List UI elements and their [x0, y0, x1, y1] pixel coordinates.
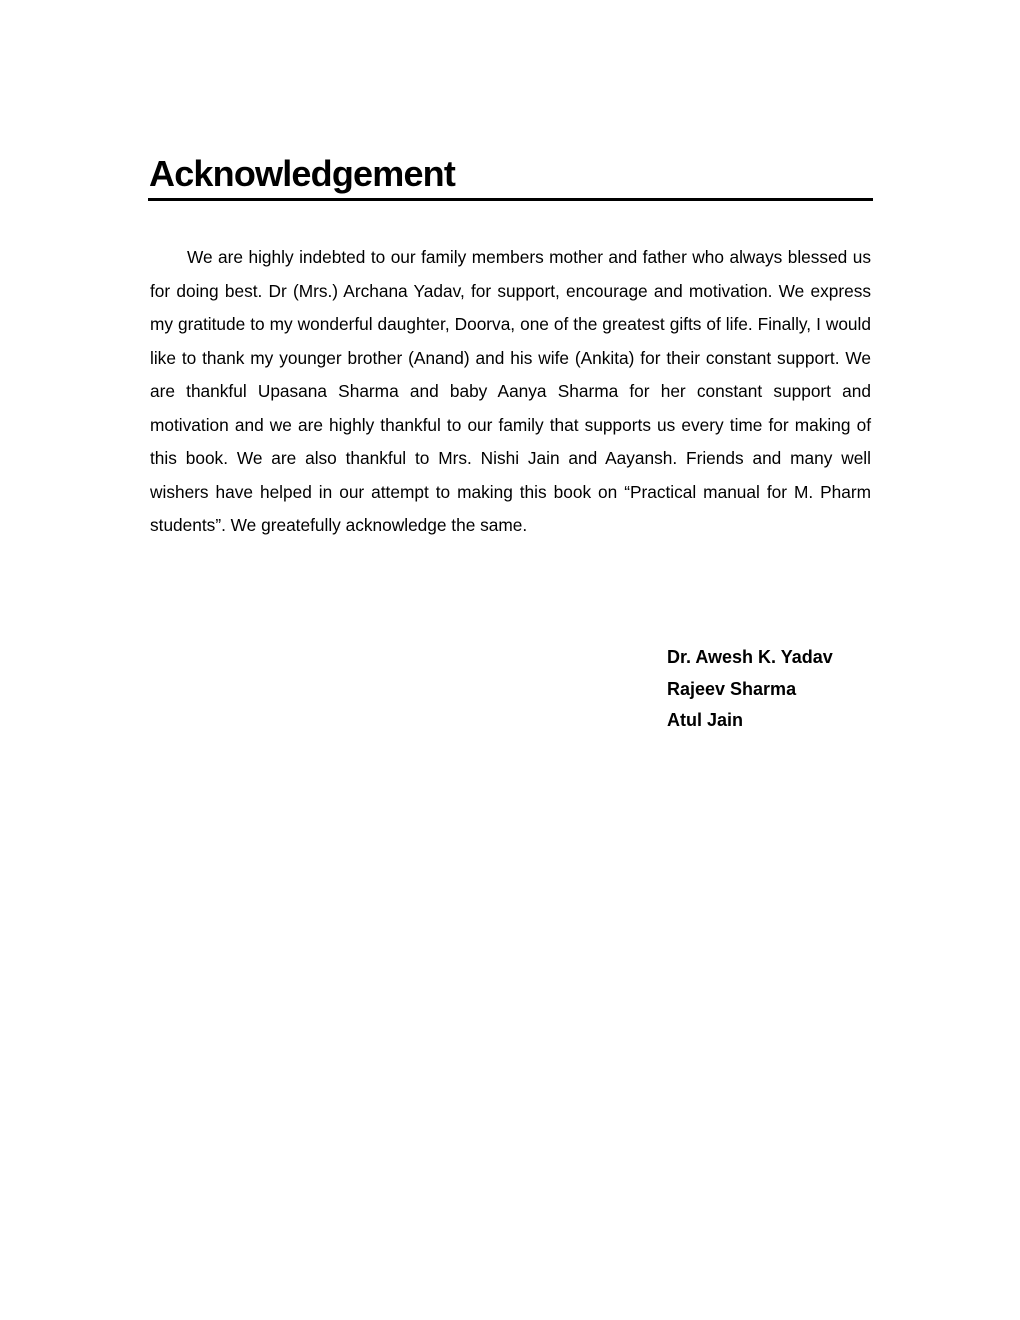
heading-block: [148, 150, 873, 201]
page-title: Acknowledgement: [149, 153, 456, 194]
signature-name: Dr. Awesh K. Yadav: [667, 647, 833, 667]
signature-block: [667, 642, 907, 737]
acknowledgement-paragraph: We are highly indebted to our family members mother and father who always blessed us for doing best. Dr (Mrs.) Archana Yadav, for support, encourage and motivation. We express my gratitude to my wonderful daughter, Doorva, one of the greatest gifts of life. Finally, I would like to thank my younger brother (Anand) and his wife (Ankita) for their constant support. We are thankful Upasana Sharma and baby Aanya Sharma for her constant support and motivation and we are highly thankful to our family that supports us every time for making of this book. We are also thankful to Mrs. Nishi Jain and Aayansh. Friends and many well wishers have helped in our attempt to making this book on “Practical manual for M. Pharm students”. We greatefully acknowledge the same.: [150, 247, 871, 535]
signature-name: Rajeev Sharma: [667, 678, 797, 699]
title-underline: [148, 198, 873, 201]
signature-name: Atul Jain: [667, 710, 744, 730]
